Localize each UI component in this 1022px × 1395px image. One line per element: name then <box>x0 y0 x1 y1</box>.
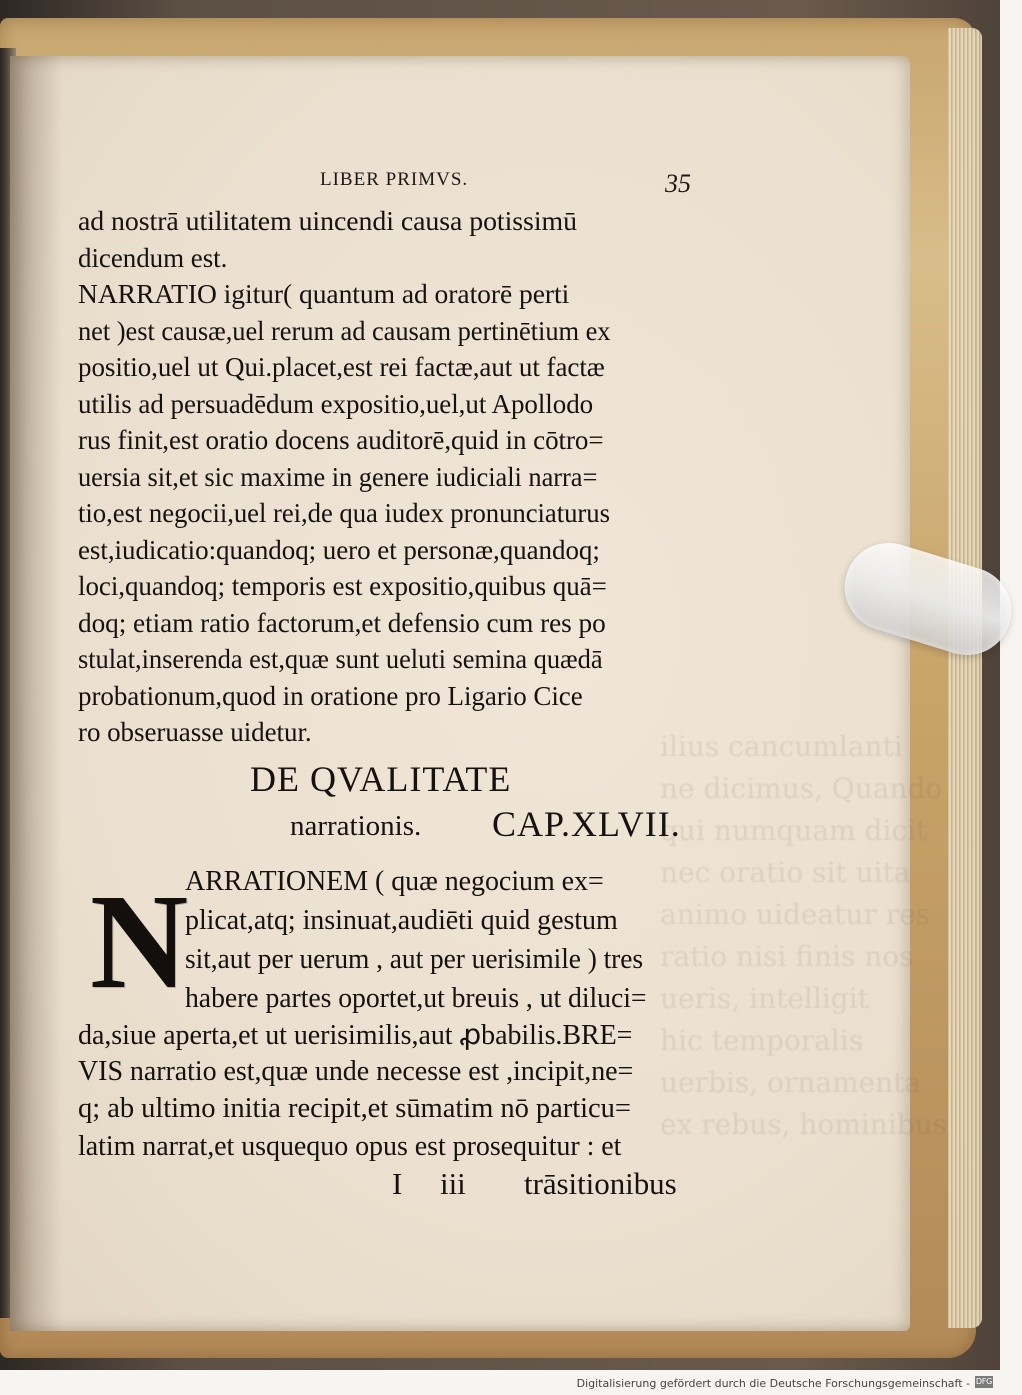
chapter-heading-subtitle: narrationis. <box>290 810 422 842</box>
show-through-text: ilius cancumlanti ne dicimus, Quando qui numquam dicit nec oratio sit uita animo uideatur res ratio nisi finis nos ueris, intelligit hic temporalis uerbis, ornamenta ex rebus, hominibus <box>660 730 948 1141</box>
text-line: latim narrat,et usquequo opus est prosequitur : et <box>78 1130 622 1162</box>
catchword-signature: I <box>392 1166 403 1201</box>
catchword: trāsitionibus <box>524 1166 677 1201</box>
text-line: ad nostrā utilitatem uincendi causa potissimū <box>78 206 577 236</box>
scan-credit-bar <box>0 1370 1000 1395</box>
book-page <box>10 56 948 1331</box>
text-line: dicendum est. <box>78 242 228 273</box>
text-line: ro obseruasse uidetur. <box>78 717 312 747</box>
text-line: est,iudicatio:quandoq; uero et personæ,quandoq; <box>78 534 600 565</box>
text-line: sit,aut per uerum , aut per uerisimile ) tres <box>185 944 644 975</box>
digitization-credit: Digitalisierung gefördert durch die Deutsche Forschungsgemeinschaft - <box>576 1377 970 1390</box>
text-line: probationum,quod in oratione pro Ligario Cice <box>78 680 583 711</box>
text-line: loci,quandoq; temporis est expositio,quibus quā= <box>78 571 607 601</box>
text-line: ARRATIONEM ( quæ negocium ex= <box>185 866 604 897</box>
text-line: doq; etiam ratio factorum,et defensio cum res po <box>78 607 606 638</box>
running-head: LIBER PRIMVS. <box>320 169 469 190</box>
chapter-heading-line-1: DE QVALITATE <box>250 759 512 799</box>
text-line: tio,est negocii,uel rei,de qua iudex pronunciaturus <box>78 498 610 528</box>
text-line: habere partes oportet,ut breuis , ut diluci= <box>185 983 647 1014</box>
catchword-number: iii <box>440 1166 466 1201</box>
page-number: 35 <box>665 169 691 198</box>
text-line: utilis ad persuadēdum expositio,uel,ut Apollodo <box>78 388 594 419</box>
text-line: q; ab ultimo initia recipit,et sūmatim nō particu= <box>78 1093 631 1124</box>
text-line: positio,uel ut Qui.placet,est rei factæ,aut ut factæ <box>78 352 605 382</box>
dfg-logo: DFG <box>975 1377 993 1386</box>
gutter-shadow <box>10 56 62 1331</box>
text-line: VIS narratio est,quæ unde necesse est ,incipit,ne= <box>78 1055 634 1087</box>
page-edges <box>948 28 982 1328</box>
text-line: rus finit,est oratio docens auditorē,quid in cōtro= <box>78 425 604 455</box>
text-line: uersia sit,et sic maxime in genere iudiciali narra= <box>78 461 598 492</box>
drop-cap-initial: N <box>90 867 189 1017</box>
text-line: plicat,atq; insinuat,audiēti quid gestum <box>185 905 618 936</box>
text-line: net )est causæ,uel rerum ad causam pertinētium ex <box>78 315 611 346</box>
text-line: da,siue aperta,et ut uerisimilis,aut ꝓbabilis.BRE= <box>78 1020 633 1051</box>
text-line: NARRATIO igitur( quantum ad oratorē perti <box>78 279 570 309</box>
text-line: stulat,inserenda est,quæ sunt ueluti semina quædā <box>78 644 603 674</box>
chapter-number: CAP.XLVII. <box>492 804 681 844</box>
